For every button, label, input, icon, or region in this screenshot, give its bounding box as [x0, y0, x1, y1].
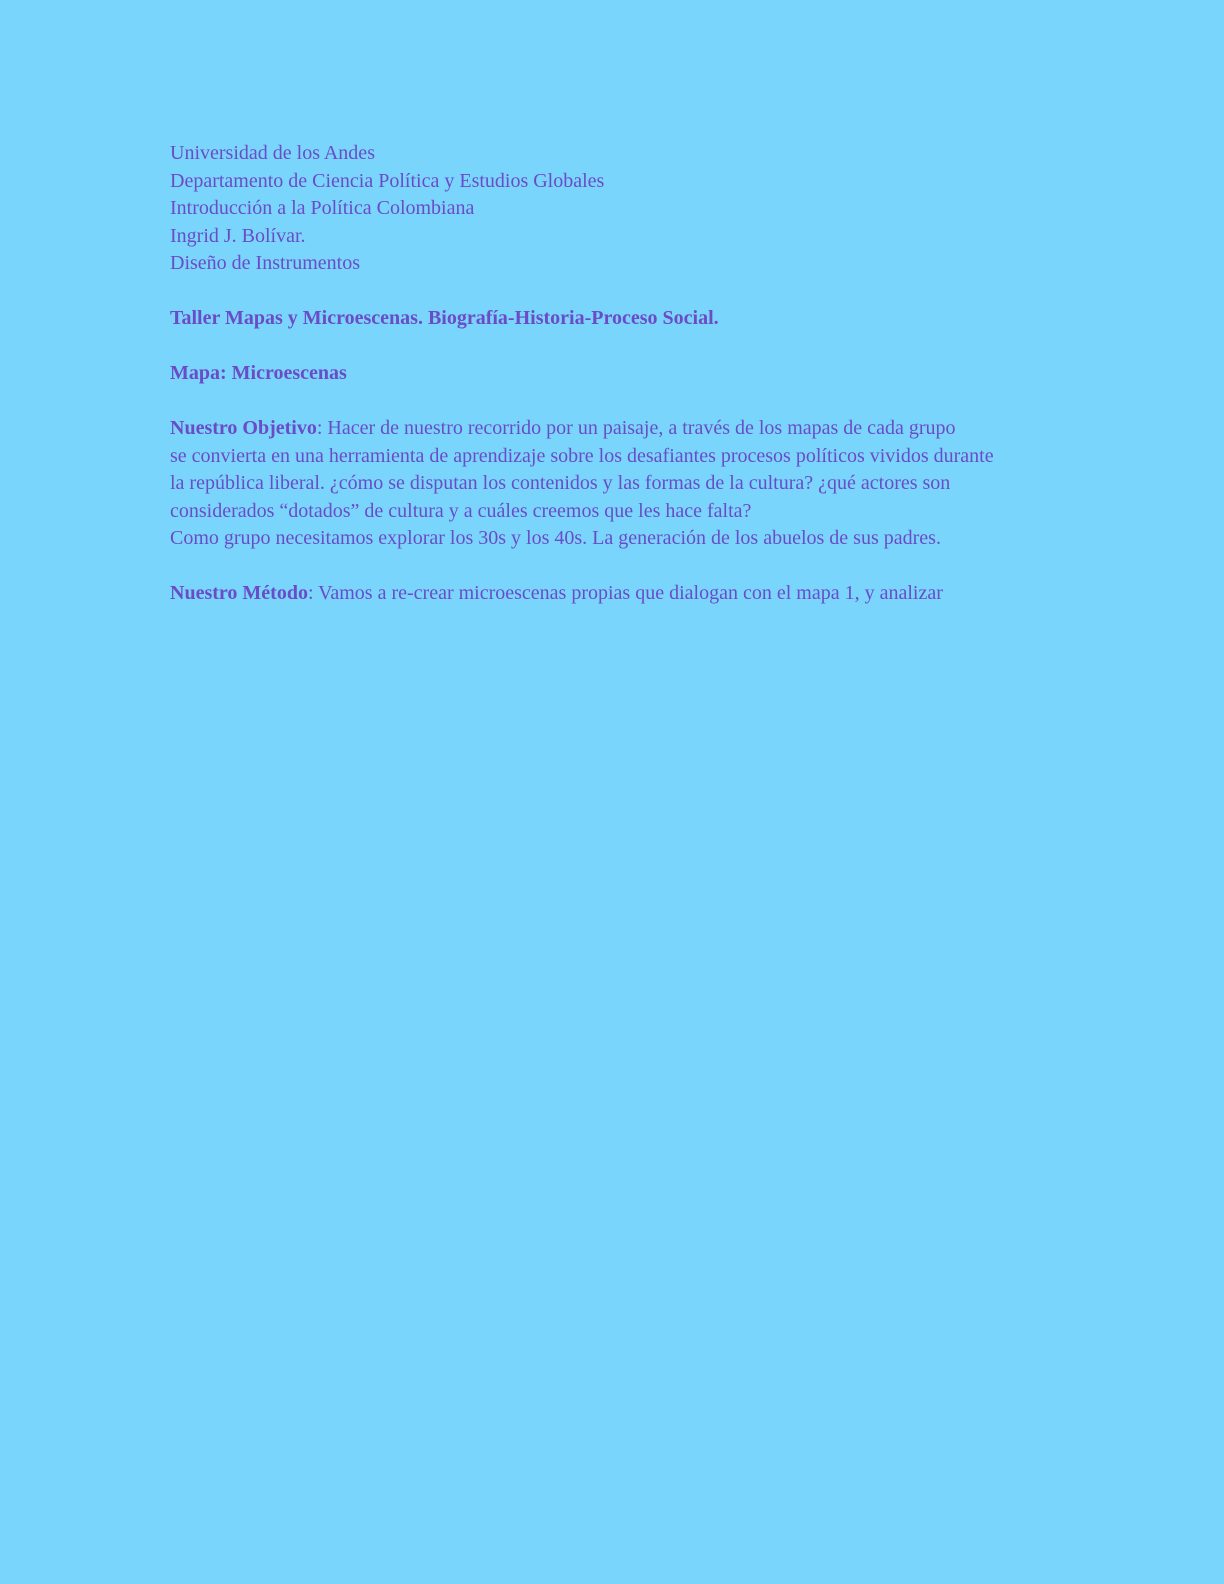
institution-header — [170, 140, 1060, 278]
header-university: Universidad de los Andes — [170, 142, 375, 164]
objective-label: Nuestro Objetivo — [170, 417, 317, 439]
objective-text-1: : Hacer de nuestro recorrido por un paisaje, a través de los mapas de cada grupo — [316, 417, 956, 439]
document-page — [170, 140, 1060, 608]
header-author: Ingrid J. Bolívar. — [170, 224, 306, 247]
header-department: Departamento de Ciencia Política y Estudios Globales — [170, 169, 605, 192]
method-paragraph — [170, 580, 1060, 608]
page-title: Taller Mapas y Microescenas. Biografía-Historia-Proceso Social. — [170, 307, 719, 329]
objective-text-3: la república liberal. ¿cómo se disputan los contenidos y las formas de la cultura? ¿qué actores son — [170, 472, 951, 494]
objective-text-5: Como grupo necesitamos explorar los 30s y los 40s. La generación de los abuelos de sus padres. — [170, 527, 941, 549]
header-course: Introducción a la Política Colombiana — [170, 197, 475, 219]
objective-text-4: considerados “dotados” de cultura y a cuáles creemos que les hace falta? — [170, 499, 752, 522]
objective-paragraph — [170, 415, 1060, 553]
section-heading-map: Mapa: Microescenas — [170, 362, 347, 384]
method-text-1: : Vamos a re-crear microescenas propias que dialogan con el mapa 1, y analizar — [307, 582, 943, 604]
method-label: Nuestro Método — [170, 582, 308, 604]
objective-text-2: se convierta en una herramienta de aprendizaje sobre los desafiantes procesos políticos vividos durante — [170, 444, 994, 467]
header-subtitle: Diseño de Instrumentos — [170, 252, 360, 274]
